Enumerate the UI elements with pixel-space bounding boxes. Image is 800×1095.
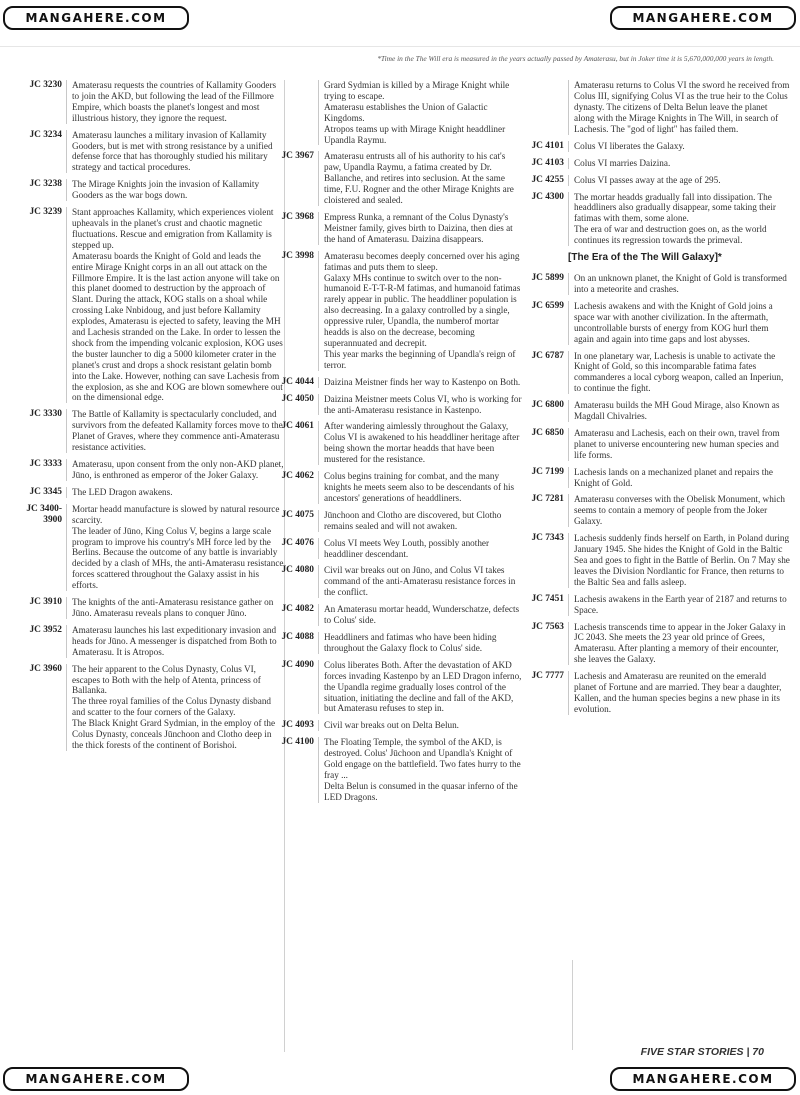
timeline-entry — [524, 594, 790, 616]
timeline-entry — [524, 671, 790, 715]
entry-text: Amaterasu builds the MH Goud Mirage, also Known as Magdall Chivalries. — [568, 400, 790, 422]
timeline-column-2 — [274, 80, 524, 809]
watermark-top-right: MANGAHERE.COM — [610, 6, 796, 30]
entry-text: Colus VI meets Wey Louth, possibly another headdliner descendant. — [318, 538, 524, 560]
entry-text: After wandering aimlessly throughout the Galaxy, Colus VI is awakened to his headdliner heritage after being shown the mortar headds that have been mustered for the resistance. — [318, 421, 524, 465]
entry-text: The knights of the anti-Amaterasu resistance gather on Jūno. Amaterasu reveals plans to conquer Jūno. — [66, 597, 284, 619]
timeline-entry — [524, 192, 790, 247]
timeline-entry — [524, 533, 790, 588]
watermark-top-left: MANGAHERE.COM — [3, 6, 189, 30]
timeline-entry — [524, 158, 790, 169]
timeline-entry — [524, 494, 790, 527]
entry-text: Mortar headd manufacture is slowed by natural resource scarcity. The leader of Jūno, King Colus V, begins a large scale program to improve his country's MH force led by the Berlins. Because the outcome of any battle is invariably decided by a clash of MHs, the anti-Amaterasu resistance forces scattered throughout the Galaxy assist in his efforts. — [66, 504, 284, 591]
timeline-entry — [22, 487, 284, 498]
entry-text: Civil war breaks out on Delta Belun. — [318, 720, 524, 731]
timeline-entry — [22, 504, 284, 591]
entry-year: JC 6850 — [531, 427, 564, 438]
entry-year: JC 4255 — [531, 174, 564, 185]
entry-text: An Amaterasu mortar headd, Wunderschatze, defects to Colus' side. — [318, 604, 524, 626]
entry-year: JC 4080 — [281, 565, 314, 576]
top-divider — [0, 46, 800, 47]
entry-text: In one planetary war, Lachesis is unable to activate the Knight of Gold, so this incomparable fatima fates commanderes a local cyborg weapon, called an Inperiun, to continue the fight. — [568, 351, 790, 395]
timeline-entry — [274, 212, 524, 245]
entry-year: JC 4093 — [281, 720, 314, 731]
entry-year: JC 3230 — [29, 80, 62, 90]
entry-text: Jūnchoon and Clotho are discovered, but Clotho remains sealed and will not awaken. — [318, 510, 524, 532]
entry-text: Headdliners and fatimas who have been hiding throughout the Galaxy flock to Colus' side. — [318, 632, 524, 654]
timeline-entry — [524, 351, 790, 395]
entry-year: JC 4061 — [281, 421, 314, 432]
watermark-bottom-right: MANGAHERE.COM — [610, 1067, 796, 1091]
timeline-entry — [524, 622, 790, 666]
entry-year: JC 4050 — [281, 393, 314, 404]
entry-text: Amaterasu and Lachesis, each on their own, travel from planet to universe encountering new human species and life forms. — [568, 428, 790, 461]
entry-year: JC 3345 — [29, 486, 62, 497]
entry-year: JC 4101 — [531, 140, 564, 151]
timeline-entry — [524, 400, 790, 422]
timeline-entry — [274, 604, 524, 626]
entry-text: The mortar headds gradually fall into dissipation. The headdliners also gradually disappear, some taking their fatimas with them, some alone. The era of war and destruction goes on, as the world continues its regression towards the primeval. — [568, 192, 790, 247]
entry-text: Lachesis transcends time to appear in the Joker Galaxy in JC 2043. She meets the 23 year old prince of Grees, Amaterasu. After planting a memory of their encounter, she leaves the Galaxy. — [568, 622, 790, 666]
entry-year: JC 6787 — [531, 350, 564, 361]
entry-year: JC 7451 — [531, 593, 564, 604]
entry-year: JC 7199 — [531, 466, 564, 477]
entry-year: JC 3968 — [281, 211, 314, 222]
section-title: [The Era of the The Will Galaxy]* — [568, 252, 722, 264]
entry-text: Lachesis and Amaterasu are reunited on the emerald planet of Fortune and are married. They bear a daughter, Kallen, and the human species begins a new phase in its evolution. — [568, 671, 790, 715]
entry-year — [274, 80, 318, 145]
timeline-entry — [274, 421, 524, 465]
entry-year: JC 3952 — [29, 624, 62, 635]
timeline-entry — [524, 428, 790, 461]
timeline-entry — [274, 471, 524, 504]
entry-text: Civil war breaks out on Jūno, and Colus VI takes command of the anti-Amaterasu resistance forces in the conflict. — [318, 565, 524, 598]
entry-text: Lachesis awakens and with the Knight of Gold joins a space war with another civilization. In the aftermath, uncontrollable bursts of energy from KOG hurl them again and again into time gaps and lost abysses. — [568, 301, 790, 345]
entry-text: Amaterasu converses with the Obelisk Monument, which seems to contain a memory of people from the Joker Galaxy. — [568, 494, 790, 527]
entry-year: JC 3234 — [29, 129, 62, 140]
timeline-entry — [22, 459, 284, 481]
entry-text: Amaterasu, upon consent from the only non-AKD planet, Jūno, is enthroned as emperor of the Joker Galaxy. — [66, 459, 284, 481]
entry-year: JC 3333 — [29, 459, 62, 469]
timeline-entry — [274, 660, 524, 715]
entry-text: Amaterasu becomes deeply concerned over his aging fatimas and puts them to sleep. Galaxy MHs continue to switch over to the non-humanoid E-T-T-R-M fatimas, and humanoid fatimas rarely appear in public. The headdliner population is also decreasing. In a galaxy controlled by a single, oppressive ruler, Upandla, the numberof mortar headds is also on the decrease, becoming superannuated and decrepit. This year marks the beginning of Upandla's reign of terror. — [318, 251, 524, 371]
entry-text: Colus begins training for combat, and the many knights he meets seem also to be descendants of his ancestors' generations of headdliners. — [318, 471, 524, 504]
timeline-entry — [274, 510, 524, 532]
timeline-column-1 — [22, 80, 284, 757]
entry-year: JC 4300 — [531, 191, 564, 202]
timeline-entry — [524, 141, 790, 152]
timeline-entry — [22, 597, 284, 619]
entry-text: Empress Runka, a remnant of the Colus Dynasty's Meistner family, gives birth to Daizina, then dies at the hand of Amaterasu. Daizina disappears. — [318, 212, 524, 245]
entry-year: JC 6599 — [531, 300, 564, 311]
timeline-entry — [274, 251, 524, 371]
timeline-entry — [524, 80, 790, 135]
timeline-column-3 — [524, 80, 790, 721]
entry-year: JC 3960 — [29, 663, 62, 674]
timeline-column-3-part-b — [524, 273, 790, 715]
entry-year: JC 4044 — [281, 376, 314, 387]
entry-year: JC 3910 — [29, 597, 62, 608]
timeline-entry — [524, 467, 790, 489]
entry-text: Stant approaches Kallamity, which experiences violent upheavals in the planet's crust and chaotic magnetic fluctuations. Rescue and emigration from Kallamity is stepped up. Amaterasu boards the Knight of Gold and leads the entire Mirage Knight corps in an all out attack on the Fillmore Empire. It is the last action anyone will take on this planet doomed to destruction by the approach of Slant. During the attack, KOG stalls on a shoal while crossing Lake Nnbidoug, and just before Kallamity explodes, Amaterasu is ejected to safety, leaving the MH and Lachesis stranded on the Lake. In order to lessen the shock from the impending volcanic explosion, KOG uses the buster launcher to dig a 5000 kilometer crater in the planet's crust and drops a shock resistant gelatin bomb into the Lake. However, nothing can save Lachesis from the explosion, as she and KOG are blown somewhere out on the dimensional edge. — [66, 207, 284, 403]
entry-text: Grard Sydmian is killed by a Mirage Knight while trying to escape. Amaterasu establishes the Union of Galactic Kingdoms. Atropos teams up with Mirage Knight headdliner Upandla Raymu. — [318, 80, 524, 145]
timeline-entry — [274, 151, 524, 206]
entry-text: Lachesis awakens in the Earth year of 2187 and returns to Space. — [568, 594, 790, 616]
timeline-entry — [274, 80, 524, 145]
timeline-entry — [22, 664, 284, 751]
timeline-entry — [274, 538, 524, 560]
entry-text: On an unknown planet, the Knight of Gold is transformed into a meteorite and crashes. — [568, 273, 790, 295]
timeline-entry — [22, 625, 284, 658]
entry-year: JC 4103 — [531, 157, 564, 168]
entry-year: JC 3998 — [281, 250, 314, 261]
timeline-entry — [524, 175, 790, 186]
entry-text: Lachesis suddenly finds herself on Earth, in Poland during January 1945. She hides the Knight of Gold in the Baltic Sea and goes to fight in the Battle of Berlin. On 7 May she leaves the Division Nordlantic for France, then returns to the Baltic Sea and falls asleep. — [568, 533, 790, 588]
entry-year: JC 6800 — [531, 400, 564, 411]
entry-text: Amaterasu returns to Colus VI the sword he received from Colus III, signifying Colus VI as the true heir to the Colus dynasty. The citizens of Delta Belun leave the planet along with the Mirage Knights in The Will, in search of Lachesis. The "god of light" has failed them. — [568, 80, 790, 135]
entry-text: Amaterasu launches his last expeditionary invasion and heads for Jūno. A messenger is dispatched from Both to Amaterasu. It is Atropos. — [66, 625, 284, 658]
entry-year: JC 5899 — [531, 273, 564, 284]
entry-text: The Floating Temple, the symbol of the AKD, is destroyed. Colus' Jūchoon and Upandla's Knight of Gold engage on the battlefield. Two fates hurry to the fray ... Delta Belun is consumed in the quasar inferno of the LED Dragons. — [318, 737, 524, 802]
timeline-entry — [524, 301, 790, 345]
entry-text: Daizina Meistner finds her way to Kastenpo on Both. — [318, 377, 524, 388]
entry-text: Amaterasu entrusts all of his authority to his cat's paw, Upandla Raymu, a fatima created by Dr. Ballanche, and retires into seclusion. At the same time, F.U. Rogner and the other Mirage Knights are cloistered and sealed. — [318, 151, 524, 206]
column-divider-2 — [572, 960, 573, 1050]
entry-text: The heir apparent to the Colus Dynasty, Colus VI, escapes to Both with the help of Atenta, princess of Ballanka. The three royal families of the Colus Dynasty disband and scatter to the four corners of the Galaxy. The Black Knight Grard Sydmian, in the employ of the Colus Dynasty, conceals Jūnchoon and Clotho deep in the thick forests of the continent of Borishoi. — [66, 664, 284, 751]
timeline-entry — [22, 80, 284, 124]
watermark-bottom-left: MANGAHERE.COM — [3, 1067, 189, 1091]
entry-text: The LED Dragon awakens. — [66, 487, 284, 498]
timeline-entry — [274, 377, 524, 388]
entry-year: JC 7343 — [531, 533, 564, 544]
time-note: *Time in the The Will era is measured in the years actually passed by Amaterasu, but in Joker time it is 5,670,000,000 years in length. — [377, 54, 774, 63]
timeline-entry — [274, 737, 524, 802]
timeline-entry — [22, 409, 284, 453]
entry-year: JC 3239 — [29, 207, 62, 218]
entry-year: JC 4062 — [281, 471, 314, 482]
entry-year: JC 4076 — [281, 537, 314, 548]
timeline-entry — [274, 394, 524, 416]
entry-year: JC 3238 — [29, 179, 62, 190]
timeline-column-3-part-a — [524, 80, 790, 246]
timeline-entry — [22, 130, 284, 174]
entry-year: JC 7777 — [531, 671, 564, 682]
entry-year: JC 3967 — [281, 151, 314, 162]
entry-year: JC 4100 — [281, 737, 314, 748]
entry-year: JC 4090 — [281, 659, 314, 670]
timeline-entry — [22, 179, 284, 201]
entry-text: Colus VI passes away at the age of 295. — [568, 175, 790, 186]
entry-text: Colus liberates Both. After the devastation of AKD forces invading Kastenpo by an LED Dragon inferno, the Upandla regime gradually loses control of the situation, initiating the decline and fall of the AKD, but Amaterasu refuses to step in. — [318, 660, 524, 715]
entry-year: JC 7281 — [531, 494, 564, 505]
timeline-entry — [524, 273, 790, 295]
entry-year: JC 7563 — [531, 621, 564, 632]
entry-year: JC 4088 — [281, 631, 314, 642]
entry-year: JC 3330 — [29, 409, 62, 420]
entry-year: JC 4075 — [281, 509, 314, 520]
entry-text: Amaterasu launches a military invasion of Kallamity Gooders, but is met with strong resistance by a unified defense force that has thoroughly studied his military strategy and tactical procedures. — [66, 130, 284, 174]
timeline-entry — [274, 632, 524, 654]
timeline-entry — [274, 720, 524, 731]
entry-text: Daizina Meistner meets Colus VI, who is working for the anti-Amaterasu resistance in Kastenpo. — [318, 394, 524, 416]
entry-text: The Mirage Knights join the invasion of Kallamity Gooders as the war bogs down. — [66, 179, 284, 201]
entry-text: Colus VI marries Daizina. — [568, 158, 790, 169]
entry-year: JC 3400- 3900 — [26, 503, 62, 525]
entry-year — [524, 80, 568, 135]
page-footer: FIVE STAR STORIES | 70 — [640, 1046, 764, 1058]
entry-text: Lachesis lands on a mechanized planet and repairs the Knight of Gold. — [568, 467, 790, 489]
timeline-entry — [274, 565, 524, 598]
entry-text: The Battle of Kallamity is spectacularly concluded, and survivors from the defeated Kallamity forces move to the Planet of Graves, where they commence anti-Amaterasu resistance activities. — [66, 409, 284, 453]
entry-text: Colus VI liberates the Galaxy. — [568, 141, 790, 152]
entry-year: JC 4082 — [281, 604, 314, 615]
entry-text: Amaterasu requests the countries of Kallamity Gooders to join the AKD, but following the lead of the Fillmore Empire, which boasts the planet's longest and most illustrious history, they ignore the request. — [66, 80, 284, 124]
timeline-entry — [22, 207, 284, 403]
